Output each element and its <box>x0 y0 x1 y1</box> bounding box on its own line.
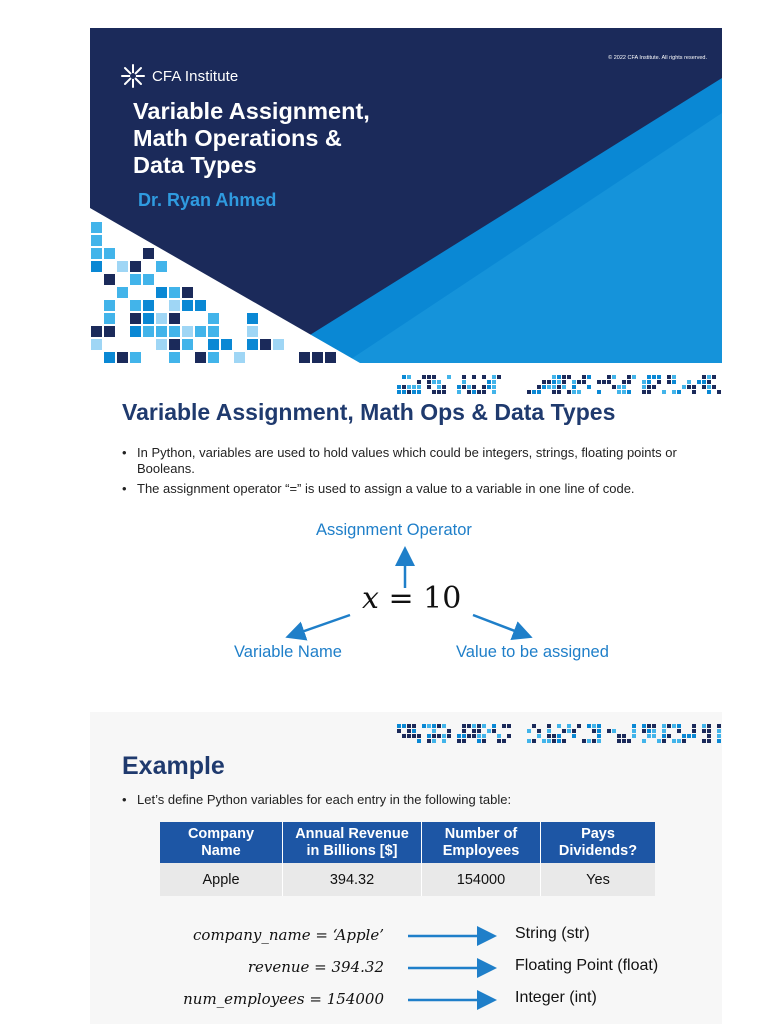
equation-variable: x <box>362 581 379 616</box>
table-cell: Apple <box>160 863 283 896</box>
title-slide <box>90 28 722 363</box>
type-label: Floating Point (float) <box>515 957 659 974</box>
diagram-arrows <box>90 363 722 703</box>
table-cell: 394.32 <box>283 863 422 896</box>
cfa-wheat-icon <box>120 63 146 89</box>
type-label: String (str) <box>515 925 590 942</box>
copyright-notice: © 2022 CFA Institute. All rights reserved. <box>608 55 707 61</box>
value-arrow <box>473 615 528 636</box>
table-header-employees: Number of Employees <box>422 822 541 863</box>
table-header-revenue: Annual Revenue in Billions [$] <box>283 822 422 863</box>
assignment-operator-label: Assignment Operator <box>316 521 472 539</box>
table-cell: 154000 <box>422 863 541 896</box>
logo-text: CFA Institute <box>152 67 239 85</box>
table-cell: Yes <box>541 863 656 896</box>
author-name: Dr. Ryan Ahmed <box>138 190 277 210</box>
table-header-dividends: Pays Dividends? <box>541 822 656 863</box>
cfa-logo <box>120 63 238 89</box>
slide-heading: Example <box>122 752 225 780</box>
bullet-item: • The assignment operator “=” is used to assign a value to a variable in one line of code. <box>122 481 712 497</box>
code-expression: company_name = ‘Apple’ <box>193 926 384 944</box>
value-label: Value to be assigned <box>456 643 609 661</box>
code-expression: num_employees = 154000 <box>183 990 384 1008</box>
type-label: Integer (int) <box>515 989 597 1006</box>
equation-value: 10 <box>423 581 462 616</box>
bullet-item: • Let’s define Python variables for each entry in the following table: <box>122 792 712 808</box>
variable-arrow <box>290 615 350 636</box>
slide-heading: Variable Assignment, Math Ops & Data Types <box>122 399 616 425</box>
variable-name-label: Variable Name <box>234 643 342 661</box>
example-slide <box>90 712 722 1024</box>
title-line-1: Variable Assignment, <box>133 98 370 124</box>
equation-operator: = <box>378 581 424 616</box>
title-line-3: Data Types <box>133 152 257 178</box>
code-expression: revenue = 394.32 <box>247 958 384 976</box>
bullet-item: • In Python, variables are used to hold values which could be integers, strings, floating points or Booleans. <box>122 445 712 477</box>
variable-assignment-slide <box>90 363 722 703</box>
table-header-company: Company Name <box>160 822 283 863</box>
presentation-title <box>133 98 370 179</box>
title-line-2: Math Operations & <box>133 125 342 151</box>
mapping-arrows <box>90 712 722 1024</box>
pixel-mosaic-pattern <box>91 222 336 363</box>
